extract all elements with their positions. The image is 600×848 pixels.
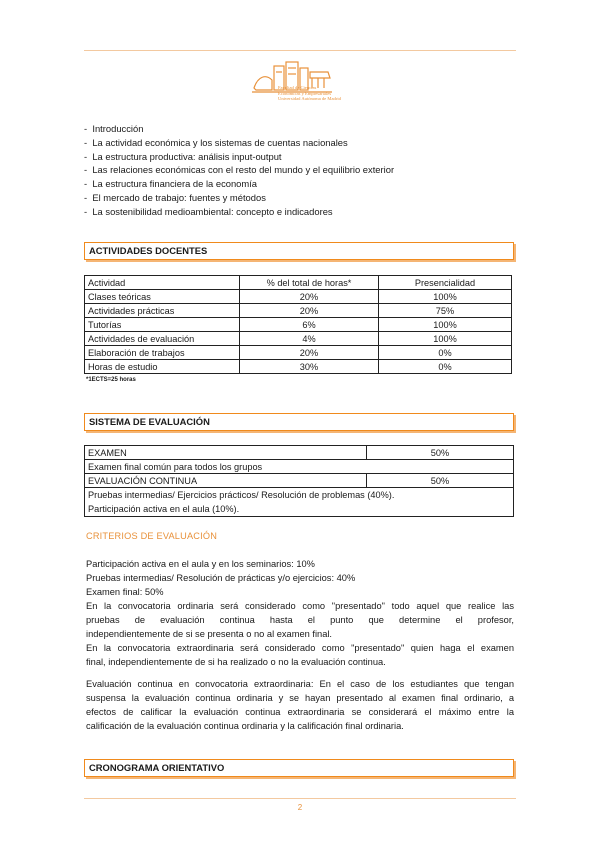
table-cell: 4%	[240, 332, 379, 346]
table-row	[85, 346, 512, 360]
table-cell: 50%	[367, 474, 514, 488]
table-cell: 0%	[379, 360, 512, 374]
table-header-row	[85, 276, 512, 290]
list-item: - La actividad económica y los sistemas de cuentas nacionales	[84, 136, 516, 150]
text-line: Examen final: 50%	[86, 587, 164, 597]
table-cell: 50%	[367, 446, 514, 460]
table-row	[85, 488, 514, 517]
table-row	[85, 290, 512, 304]
text-line: pruebas de evaluación continua hasta el punto que determine el profesor,	[86, 615, 514, 625]
criterios-continua-extraordinaria	[86, 677, 514, 733]
table-cell: Examen final común para todos los grupos	[85, 460, 514, 474]
list-item: - Las relaciones económicas con el resto del mundo y el equilibrio exterior	[84, 163, 516, 177]
text-line: Pruebas intermedias/ Resolución de prácticas y/o ejercicios: 40%	[86, 573, 356, 583]
page-number: 2	[297, 803, 303, 812]
table-cell: 100%	[379, 332, 512, 346]
list-item: - Introducción	[84, 122, 516, 136]
logo-line-2: Económicas y Empresariales	[278, 90, 332, 96]
text-line: calificación de la evaluación continua ordinaria y la calificación final ordinaria.	[86, 721, 404, 731]
table-row	[85, 446, 514, 460]
table-row	[85, 360, 512, 374]
criterios-extraordinaria	[86, 641, 514, 669]
table-cell: Clases teóricas	[85, 290, 240, 304]
text-line: Participación activa en el aula y en los seminarios: 10%	[86, 559, 315, 569]
section-heading-actividades: ACTIVIDADES DOCENTES	[84, 242, 514, 260]
list-item: - La sostenibilidad medioambiental: concepto e indicadores	[84, 205, 516, 219]
criterios-ordinaria	[86, 599, 514, 641]
table-header-cell: % del total de horas*	[240, 276, 379, 290]
evaluacion-table	[84, 445, 514, 517]
table-row	[85, 318, 512, 332]
table-header-cell: Presencialidad	[379, 276, 512, 290]
table-cell	[85, 488, 514, 517]
text-line: independientemente de si se presenta o no al examen final.	[86, 629, 333, 639]
table-row	[85, 304, 512, 318]
text-line: Evaluación continua en convocatoria extraordinaria: En el caso de los estudiantes que tengan	[86, 679, 514, 689]
actividades-table	[84, 275, 512, 374]
table-cell: 20%	[240, 304, 379, 318]
topics-list	[84, 122, 516, 219]
section-heading-cronograma: CRONOGRAMA ORIENTATIVO	[84, 759, 514, 777]
table-cell: EXAMEN	[85, 446, 367, 460]
logo-line-1: Facultad de Ciencias	[278, 85, 317, 90]
table-header-cell: Actividad	[85, 276, 240, 290]
criterios-weights	[86, 557, 514, 599]
ects-note: *1ECTS=25 horas	[86, 377, 136, 383]
table-cell: 100%	[379, 318, 512, 332]
list-item: - La estructura productiva: análisis input-output	[84, 150, 516, 164]
text-line: En la convocatoria ordinaria será considerado como "presentado" todo aquel que realice las	[86, 601, 514, 611]
table-cell: Actividades de evaluación	[85, 332, 240, 346]
header-rule	[84, 50, 516, 51]
table-cell: Horas de estudio	[85, 360, 240, 374]
text-line: En la convocatoria extraordinaria será considerado como "presentado" quien haga el examen	[86, 643, 514, 653]
list-item: - El mercado de trabajo: fuentes y métodos	[84, 191, 516, 205]
text-line: suspensa la evaluación continua ordinaria y se hayan presentado al examen final ordinario, a	[86, 693, 514, 703]
logo-caption	[278, 85, 358, 102]
table-cell: 6%	[240, 318, 379, 332]
table-cell: 20%	[240, 290, 379, 304]
faculty-logo-icon	[250, 58, 350, 110]
continua-desc-1: Pruebas intermedias/ Ejercicios prácticos/ Resolución de problemas (40%).	[88, 490, 395, 500]
table-cell: 20%	[240, 346, 379, 360]
table-cell: Elaboración de trabajos	[85, 346, 240, 360]
table-row	[85, 332, 512, 346]
table-row	[85, 474, 514, 488]
list-item: - La estructura financiera de la economía	[84, 177, 516, 191]
table-cell: Actividades prácticas	[85, 304, 240, 318]
table-row	[85, 460, 514, 474]
text-line: final, independientemente de si ha realizado o no la evaluación continua.	[86, 657, 386, 667]
table-cell: EVALUACIÓN CONTINUA	[85, 474, 367, 488]
table-cell: Tutorías	[85, 318, 240, 332]
table-cell: 100%	[379, 290, 512, 304]
logo-line-3: Universidad Autónoma de Madrid	[278, 96, 341, 102]
table-cell: 75%	[379, 304, 512, 318]
table-cell: 30%	[240, 360, 379, 374]
criterios-heading: CRITERIOS DE EVALUACIÓN	[86, 531, 218, 541]
section-heading-evaluacion: SISTEMA DE EVALUACIÓN	[84, 413, 514, 431]
continua-desc-2: Participación activa en el aula (10%).	[88, 504, 240, 514]
footer-rule	[84, 798, 516, 799]
table-cell: 0%	[379, 346, 512, 360]
text-line: efectos de calificar la evaluación continua extraordinaria se considerará el máximo entre la	[86, 707, 514, 717]
